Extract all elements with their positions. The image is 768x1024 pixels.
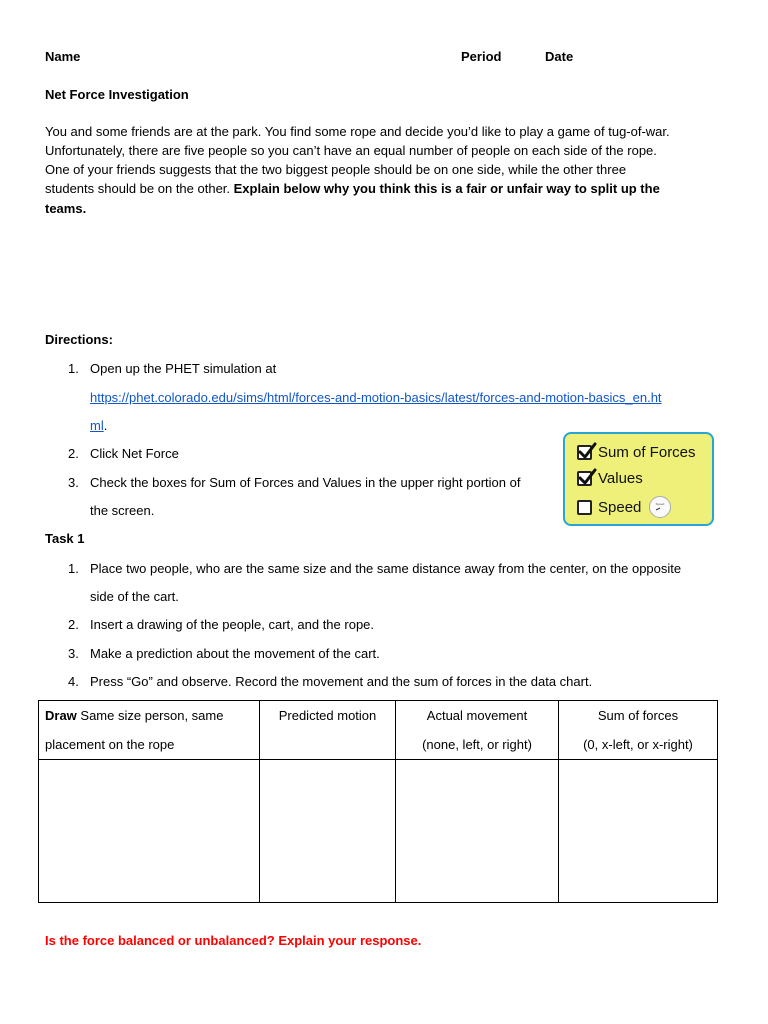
intro-line-5: teams. [45, 201, 87, 216]
task-num: 2. [68, 617, 79, 632]
option-label: Sum of Forces [598, 443, 696, 461]
speedometer-label: Speed [656, 502, 665, 506]
speedometer-icon [649, 496, 671, 518]
phet-link-continued[interactable]: ml [90, 418, 104, 433]
sum-sub-label: (0, x-left, or x-right) [583, 737, 693, 752]
direction-item-3-line-2: the screen. [90, 503, 155, 518]
table-cell-sum[interactable] [559, 760, 718, 903]
option-label: Speed [598, 498, 642, 516]
sim-options-panel [563, 432, 714, 526]
checkbox-checked-icon[interactable] [577, 445, 592, 460]
task-text: Make a prediction about the movement of the cart. [90, 646, 380, 661]
direction-text: Check the boxes for Sum of Forces and Values in the upper right portion of [90, 475, 521, 490]
intro-line-4-plain: students should be on the other. [45, 181, 234, 196]
phet-link-line-1[interactable] [90, 390, 662, 405]
sum-of-forces-option[interactable] [577, 441, 696, 463]
task-1-heading: Task 1 [45, 531, 85, 546]
actual-sub-label: (none, left, or right) [422, 737, 532, 752]
period-label: Period [461, 49, 502, 64]
intro-line-4 [45, 181, 660, 196]
actual-label: Actual movement [426, 708, 528, 723]
intro-line-2: Unfortunately, there are five people so you can’t have an equal number of people on each side of the rope. [45, 143, 657, 158]
task-text: Place two people, who are the same size and the same distance away from the center, on the opposite [90, 561, 682, 576]
sum-label: Sum of forces [597, 708, 679, 723]
table-row [39, 760, 718, 903]
values-option[interactable] [577, 467, 643, 489]
task-text: Press “Go” and observe. Record the movement and the sum of forces in the data chart. [90, 674, 593, 689]
phet-link-line-2[interactable] [90, 418, 107, 433]
task-num: 1. [68, 561, 79, 576]
table-header-draw [39, 701, 260, 760]
direction-text: Click Net Force [90, 446, 179, 461]
direction-num: 3. [68, 475, 79, 490]
name-label: Name [45, 49, 81, 64]
intro-line-1: You and some friends are at the park. You find some rope and decide you’d like to play a game of tug-of-war. [45, 124, 670, 139]
phet-link[interactable]: https://phet.colorado.edu/sims/html/forces-and-motion-basics/latest/forces-and-motion-basics_en.ht [90, 390, 662, 405]
table-cell-drawing[interactable] [39, 760, 260, 903]
draw-label-line-2: placement on the rope [45, 737, 175, 752]
table-cell-actual[interactable] [396, 760, 559, 903]
task-text: Insert a drawing of the people, cart, and the rope. [90, 617, 375, 632]
directions-heading: Directions: [45, 332, 113, 347]
task-num: 3. [68, 646, 79, 661]
table-header-predicted: Predicted motion [260, 701, 396, 760]
intro-prompt: Explain below why you think this is a fair or unfair way to split up the [233, 181, 660, 196]
date-label: Date [545, 49, 574, 64]
table-header-actual [396, 701, 559, 760]
period-mark: . [103, 418, 108, 433]
direction-text: Open up the PHET simulation at [90, 361, 277, 376]
table-header-row [39, 701, 718, 760]
task-item-1-line-2: side of the cart. [90, 589, 179, 604]
speed-option[interactable] [577, 496, 671, 518]
page-title: Net Force Investigation [45, 87, 189, 102]
table-header-sum [559, 701, 718, 760]
draw-label-rest: Same size person, same [76, 708, 224, 723]
task-num: 4. [68, 674, 79, 689]
direction-num: 2. [68, 446, 79, 461]
option-label: Values [598, 469, 643, 487]
checkbox-empty-icon[interactable] [577, 500, 592, 515]
direction-num: 1. [68, 361, 79, 376]
intro-line-3: One of your friends suggests that the two biggest people should be on one side, while the other three [45, 162, 627, 177]
draw-label: Draw [45, 708, 77, 723]
data-chart-table [38, 700, 718, 903]
table-cell-predicted[interactable] [260, 760, 396, 903]
checkbox-checked-icon[interactable] [577, 471, 592, 486]
balance-question: Is the force balanced or unbalanced? Explain your response. [45, 933, 422, 948]
